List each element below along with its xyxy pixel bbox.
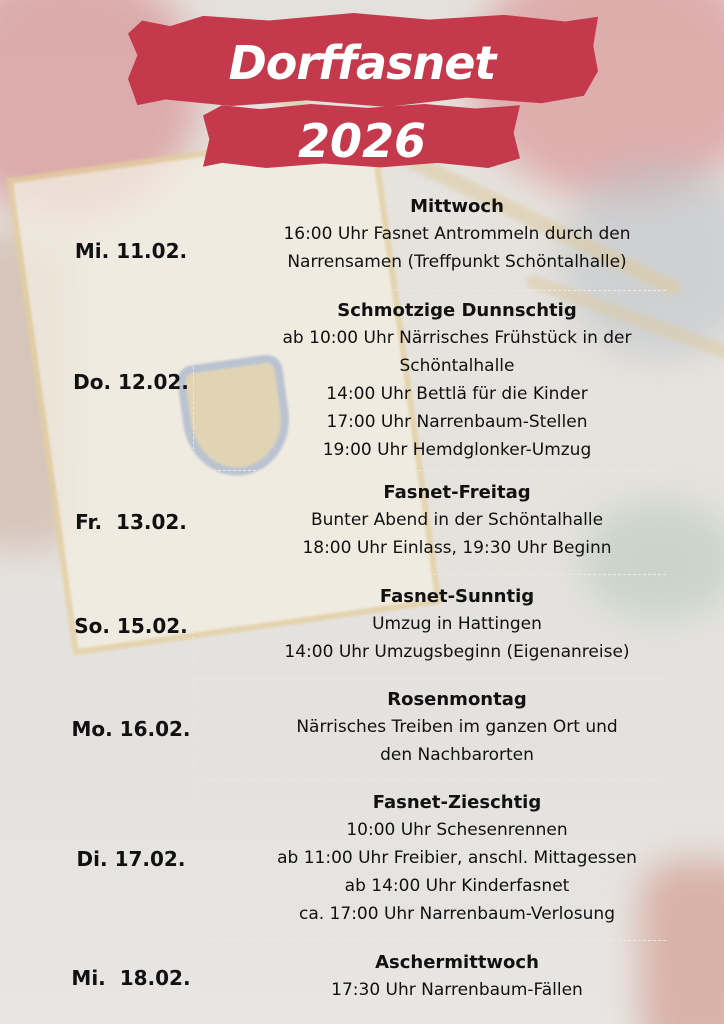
event-line: ab 11:00 Uhr Freibier, anschl. Mittagessen (277, 848, 637, 868)
event-details (224, 194, 690, 276)
event-date: Mi. 18.02. (71, 966, 191, 990)
event-details (224, 298, 690, 464)
poster-year: 2026 (297, 114, 427, 168)
event-date: So. 15.02. (74, 614, 188, 638)
event-day-name: Fasnet-Sunntig (379, 586, 535, 607)
row-separator (193, 470, 666, 471)
poster-title: Dorffasnet (228, 36, 496, 90)
event-day-name: Rosenmontag (387, 689, 527, 710)
event-line: 17:30 Uhr Narrenbaum-Fällen (331, 980, 583, 1000)
event-day-name: Fasnet-Zieschtig (372, 792, 542, 813)
event-line: Närrisches Treiben im ganzen Ort und (296, 717, 618, 737)
event-day-name: Schmotzige Dunnschtig (337, 300, 577, 321)
event-line: Umzug in Hattingen (372, 614, 542, 634)
event-date: Mi. 11.02. (74, 239, 188, 263)
event-line: 14:00 Uhr Umzugsbeginn (Eigenanreise) (284, 642, 630, 662)
row-separator (193, 678, 666, 679)
event-line: Schöntalhalle (399, 356, 515, 376)
event-date: Fr. 13.02. (75, 510, 187, 534)
event-date: Do. 12.02. (73, 370, 189, 394)
row-separator (193, 940, 666, 941)
row-separator (193, 780, 666, 781)
event-line: 10:00 Uhr Schesenrennen (346, 820, 568, 840)
event-line: Narrensamen (Treffpunkt Schöntalhalle) (287, 252, 627, 272)
event-line: den Nachbarorten (380, 745, 534, 765)
event-date: Di. 17.02. (76, 847, 186, 871)
event-line: ab 14:00 Uhr Kinderfasnet (344, 876, 570, 896)
event-line: ab 10:00 Uhr Närrisches Frühstück in der (282, 328, 632, 348)
event-details (224, 584, 690, 666)
event-line: Bunter Abend in der Schöntalhalle (310, 510, 604, 530)
event-day-name: Mittwoch (410, 196, 504, 217)
event-details (224, 790, 690, 928)
event-line: 18:00 Uhr Einlass, 19:30 Uhr Beginn (302, 538, 612, 558)
event-details (224, 950, 690, 1004)
event-day-name: Aschermittwoch (375, 952, 539, 973)
event-details (224, 687, 690, 769)
event-details (224, 480, 690, 562)
event-line: 17:00 Uhr Narrenbaum-Stellen (326, 412, 588, 432)
event-date: Mo. 16.02. (71, 717, 191, 741)
event-line: 19:00 Uhr Hemdglonker-Umzug (322, 440, 592, 460)
event-day-name: Fasnet-Freitag (383, 482, 531, 503)
event-line: 16:00 Uhr Fasnet Antrommeln durch den (283, 224, 631, 244)
event-line: 14:00 Uhr Bettlä für die Kinder (326, 384, 588, 404)
row-separator (193, 290, 666, 291)
row-separator (193, 574, 666, 575)
event-line: ca. 17:00 Uhr Narrenbaum-Verlosung (298, 904, 615, 924)
